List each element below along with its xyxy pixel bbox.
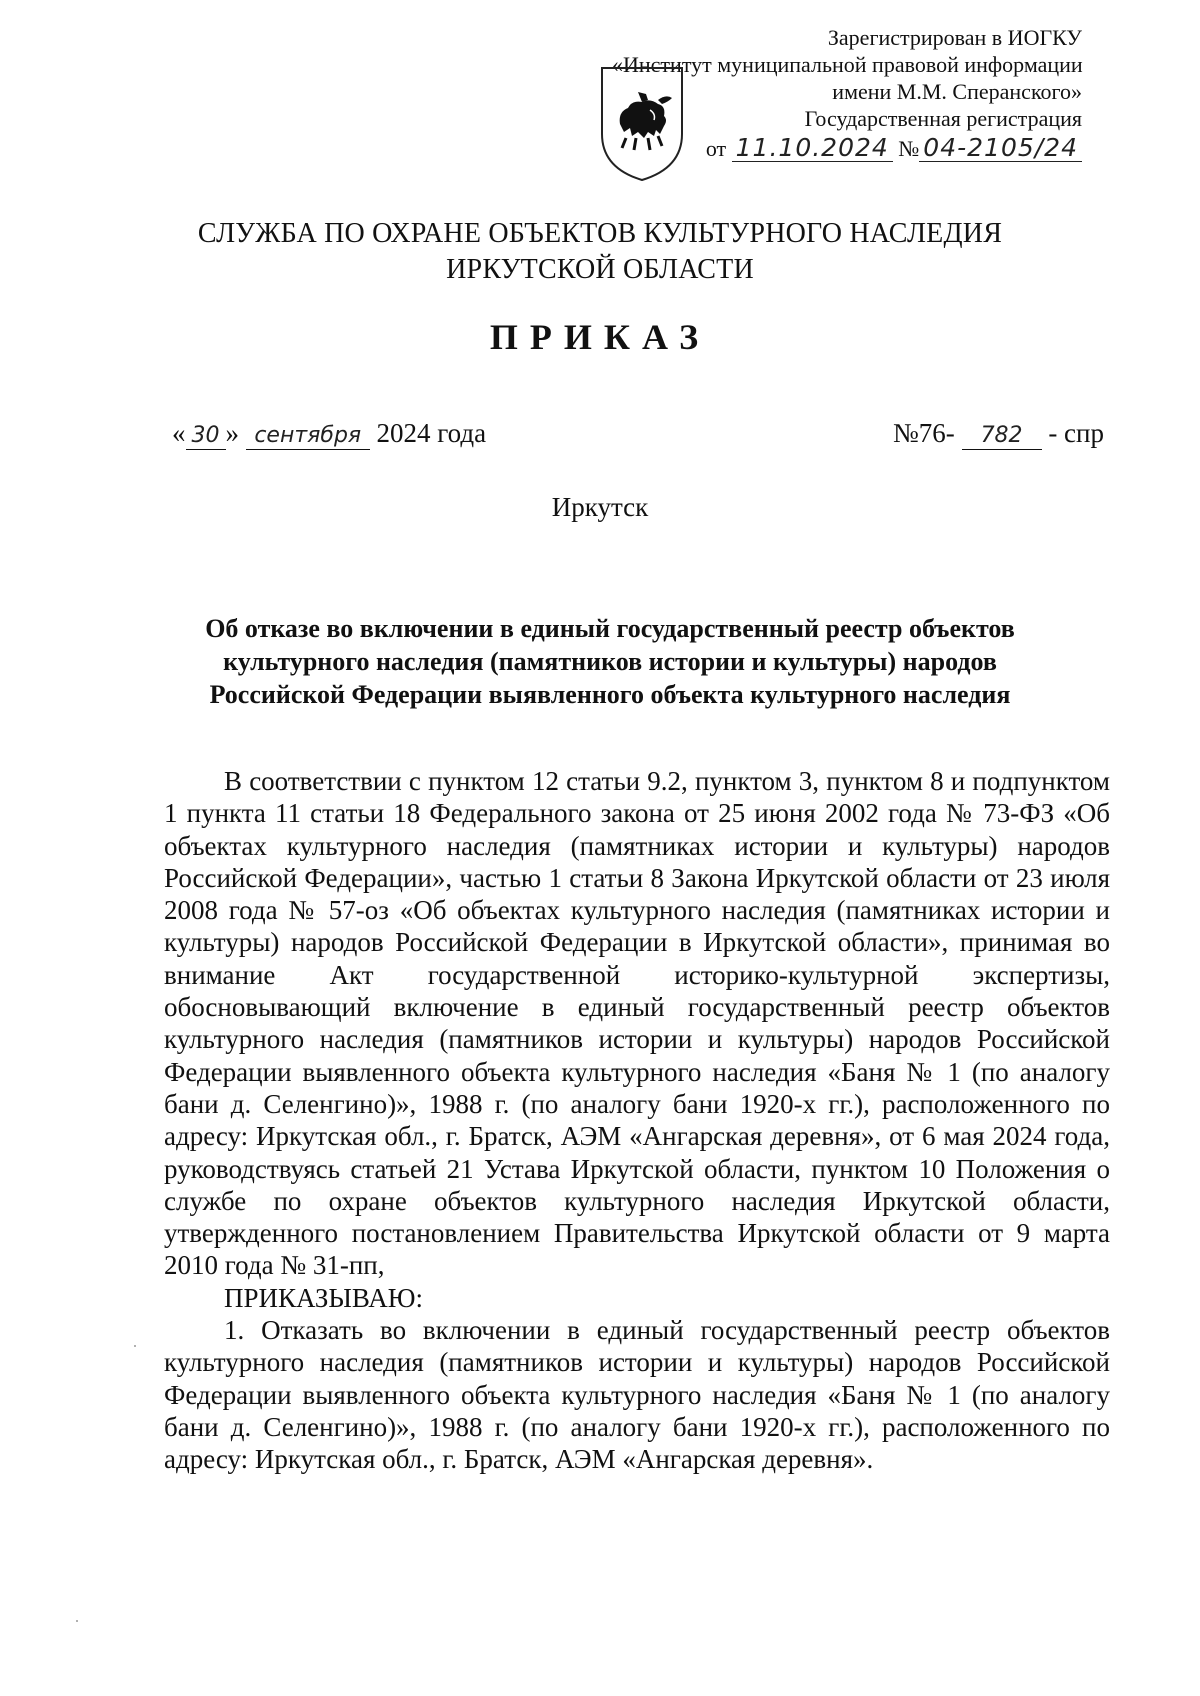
order-item-1: 1. Отказать во включении в единый государственный реестр объектов культурного наследия (памятников истории и культуры) народов Российской Федерации выявленного объекта культурного наследия «Баня № 1 (по аналогу бани д. Селенгино)», 1988 г. (по аналогу бани 1920-х гг.), расположенного по адресу: Иркутская обл., г. Братск, АЭМ «Ангарская деревня». [164,1315,1110,1475]
document-body [164,765,1110,1476]
city-name: Иркутск [551,492,649,522]
registration-number-prefix: № [898,136,920,161]
issue-month: сентября [246,423,370,450]
organization-line-2: ИРКУТСКОЙ ОБЛАСТИ [446,254,754,285]
issue-date [172,418,486,450]
registration-number: 04-2105/24 [919,134,1082,162]
document-type-heading: ПРИКАЗ [489,317,711,357]
registration-date-prefix: от [705,136,727,161]
title-line-3: Российской Федерации выявленного объекта культурного наследия [209,680,1011,709]
registration-line-2: «Институт муниципальной правовой информации [612,52,1083,77]
order-number [893,418,1104,450]
organization-name [0,216,1200,288]
registration-date: 11.10.2024 [732,134,893,162]
date-quote-close: » [225,418,239,448]
order-word: ПРИКАЗЫВАЮ: [224,1282,423,1313]
issue-day: 30 [186,423,226,450]
title-line-1: Об отказе во включении в единый государственный реестр объектов [205,614,1015,643]
document-title [150,612,1070,711]
registration-line-1: Зарегистрирован в ИОГКУ [827,25,1082,50]
order-number-handwritten: 782 [962,423,1042,450]
date-quote-open: « [172,418,186,448]
order-number-suffix: - спр [1048,418,1104,448]
preamble-paragraph: В соответствии с пунктом 12 статьи 9.2, пунктом 3, пунктом 8 и подпунктом 1 пункта 11 статьи 18 Федерального закона от 25 июня 2002 года № 73-ФЗ «Об объектах культурного наследия (памятниках истории и культуры) народов Российской Федерации», частью 1 статьи 8 Закона Иркутской области от 23 июля 2008 года № 57-оз «Об объектах культурного наследия (памятниках истории и культуры) народов Российской Федерации в Иркутской области», принимая во внимание Акт государственной историко-культурной экспертизы, обосновывающий включение в единый государственный реестр объектов культурного наследия (памятников истории и культуры) народов Российской Федерации выявленного объекта культурного наследия «Баня № 1 (по аналогу бани д. Селенгино)», 1988 г. (по аналогу бани 1920-х гг.), расположенного по адресу: Иркутская обл., г. Братск, АЭМ «Ангарская деревня», от 6 мая 2024 года, руководствуясь статьей 21 Устава Иркутской области, пунктом 10 Положения о службе по охране объектов культурного наследия Иркутской области, утвержденного постановлением Правительства Иркутской области от 9 марта 2010 года № 31-пп, [164,766,1110,1281]
irkutsk-coat-of-arms-icon [598,64,686,184]
registration-line-4: Государственная регистрация [804,106,1082,131]
organization-line-1: СЛУЖБА ПО ОХРАНЕ ОБЪЕКТОВ КУЛЬТУРНОГО НАСЛЕДИЯ [197,218,1003,249]
registration-line-3: имени М.М. Сперанского» [832,79,1082,104]
order-number-prefix: №76- [893,418,955,448]
title-line-2: культурного наследия (памятников истории и культуры) народов [223,647,997,676]
scan-speck [134,1345,136,1347]
issue-year: 2024 года [376,418,487,448]
scan-speck [76,1620,78,1622]
